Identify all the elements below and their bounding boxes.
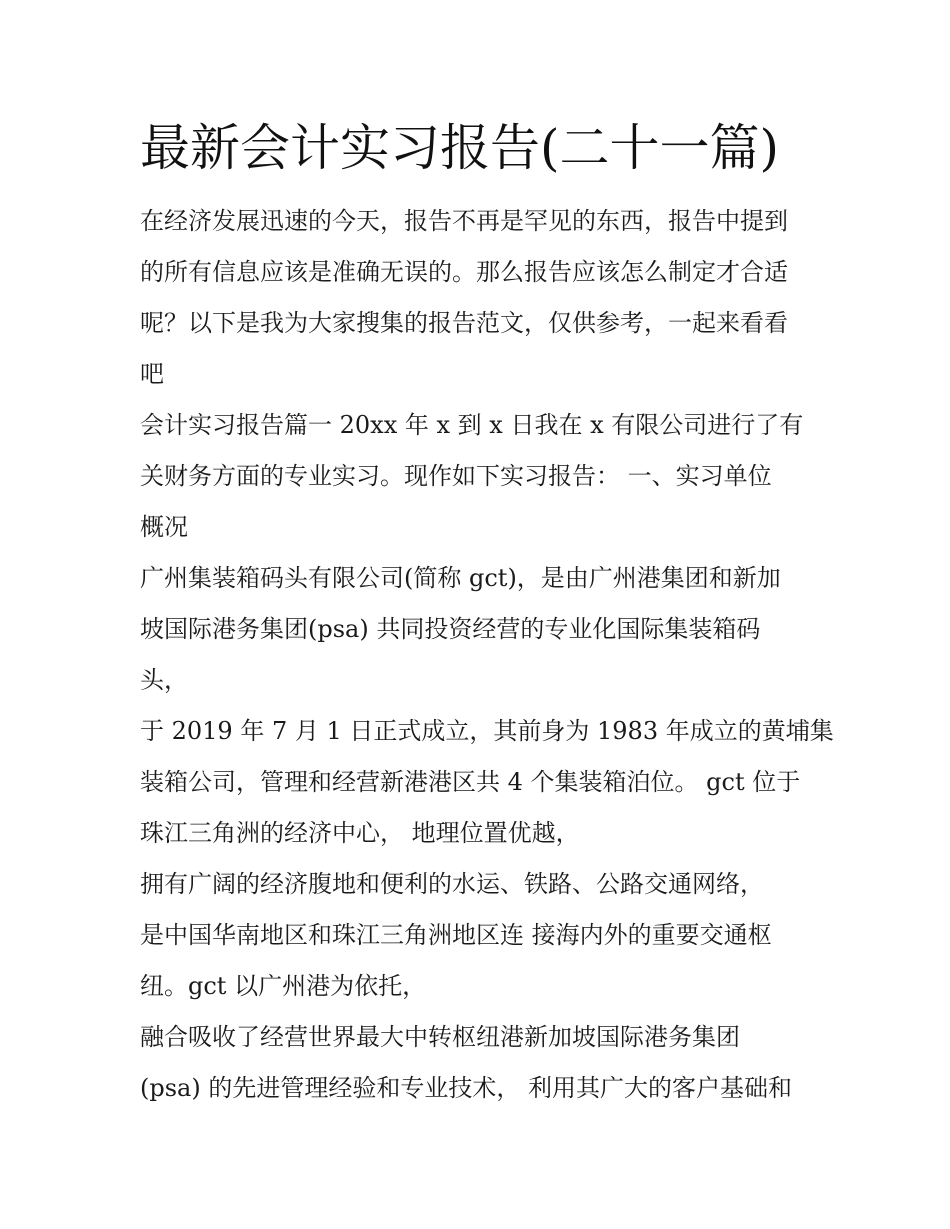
body-line: 坡国际港务集团(psa) 共同投资经营的专业化国际集装箱码 [140,615,761,643]
body-line: 装箱公司，管理和经营新港港区共 4 个集装箱泊位。 gct 位于 [140,768,801,796]
body-line: 广州集装箱码头有限公司(简称 gct)，是由广州港集团和新加 [140,564,781,592]
body-line: 头， [140,666,188,694]
document-title: 最新会计实习报告(二十一篇) [140,119,780,177]
body-line: (psa) 的先进管理经验和专业技术， 利用其广大的客户基础和 [140,1074,792,1102]
body-line: 珠江三角洲的经济中心， 地理位置优越， [140,819,580,847]
body-line: 纽。gct 以广州港为依托， [140,972,427,1000]
body-line: 在经济发展迅速的今天，报告不再是罕见的东西，报告中提到 [140,207,788,235]
body-line: 于 2019 年 7 月 1 日正式成立，其前身为 1983 年成立的黄埔集 [140,717,834,745]
body-line: 拥有广阔的经济腹地和便利的水运、铁路、公路交通网络， [140,870,764,898]
body-line: 会计实习报告篇一 20xx 年 x 到 x 日我在 x 有限公司进行了有 [140,411,804,439]
body-line: 关财务方面的专业实习。现作如下实习报告： 一、实习单位 [140,462,772,490]
body-line: 吧 [140,360,164,388]
body-line: 呢？以下是我为大家搜集的报告范文，仅供参考，一起来看看 [140,309,788,337]
body-line: 的所有信息应该是准确无误的。那么报告应该怎么制定才合适 [140,258,788,286]
body-line: 融合吸收了经营世界最大中转枢纽港新加坡国际港务集团 [140,1023,740,1051]
body-line: 是中国华南地区和珠江三角洲地区连 接海内外的重要交通枢 [140,921,772,949]
body-line: 概况 [140,513,188,541]
